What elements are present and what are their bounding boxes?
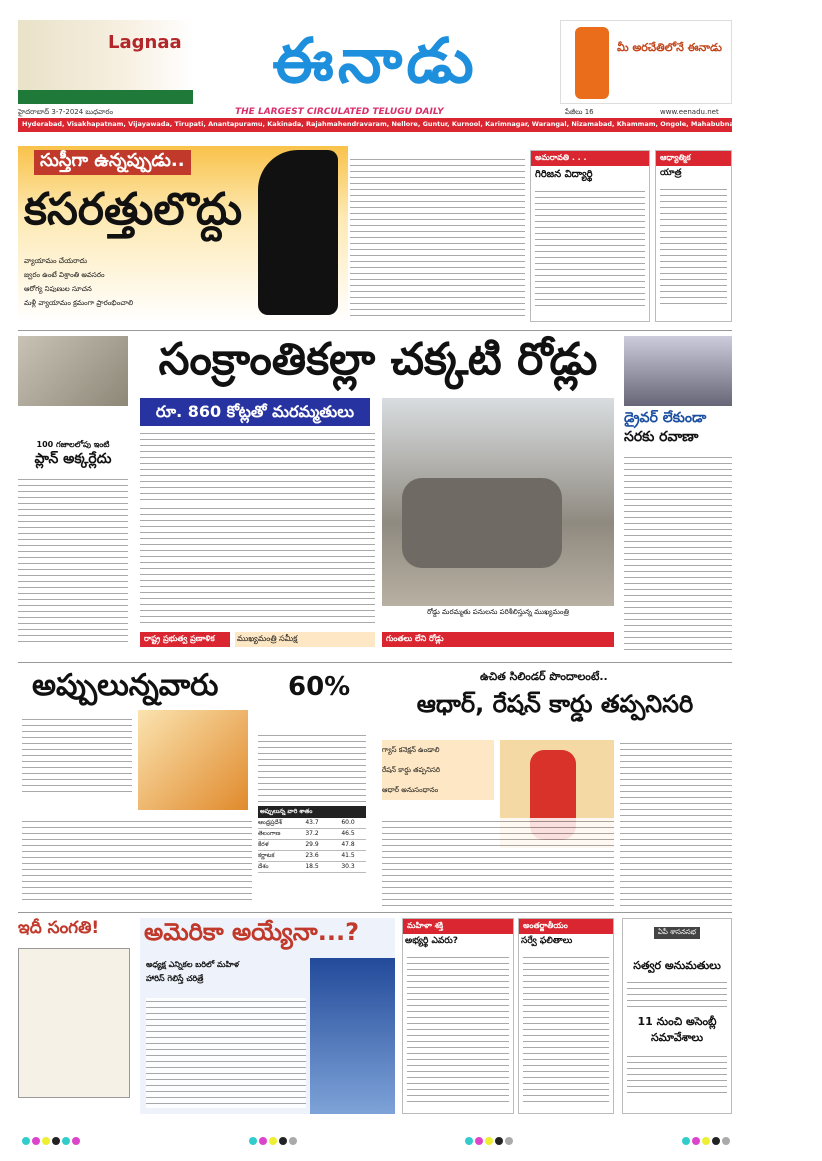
lead-link[interactable]: రాష్ట్ర ప్రభుత్వ ప్రణాళిక <box>140 632 230 647</box>
debt-table-row <box>258 851 366 862</box>
health-headline: కసరత్తులొద్దు <box>24 184 243 235</box>
right-ad[interactable] <box>560 20 732 104</box>
america-story[interactable] <box>140 918 395 1114</box>
debt-table-cell: 30.3 <box>341 863 355 870</box>
america-bullet: హారిస్ గెలిస్తే చరిత్రే <box>146 974 204 983</box>
assembly-kicker: ఏపీ శాసనసభ <box>654 927 700 939</box>
lead-subhead: రూ. 860 కోట్లతో మరమ్మతులు <box>140 398 370 426</box>
debt-table-title: అప్పులున్న వారి శాతం <box>258 806 366 818</box>
cylinder-bullet: గ్యాస్ కనెక్షన్ ఉండాలి <box>382 746 440 754</box>
lead-photo-road-roller <box>382 398 614 606</box>
lead-body <box>140 505 375 623</box>
health-bullet: వ్యాయామం చేయరాదు <box>24 257 87 265</box>
debt-percent: 60% <box>288 672 351 702</box>
side-story-kicker: అమరావతి . . . <box>531 151 649 166</box>
lead-headline[interactable]: సంక్రాంతికల్లా చక్కటి రోడ్లు <box>158 334 598 385</box>
debt-table-cell: 60.0 <box>341 819 355 826</box>
cylinder-bullets <box>382 740 494 800</box>
health-bullet: ఆరోగ్య నిపుణుల సూచన <box>24 285 92 293</box>
debt-table-cell: దేశం <box>258 863 269 870</box>
right-story-headline-2: సరకు రవాణా <box>624 429 699 445</box>
registration-marks <box>22 1130 732 1149</box>
right-story-photo <box>624 336 732 406</box>
health-kicker: సుస్తీగా ఉన్నప్పుడు.. <box>34 150 191 175</box>
debt-table-cell: ఆంధ్రప్రదేశ్ <box>258 819 282 826</box>
debt-story[interactable] <box>18 668 368 908</box>
side-story[interactable] <box>655 150 732 322</box>
lead-caption: రోడ్డు మరమ్మతు పనులను పరిశీలిస్తున్న ముఖ్యమంత్రి <box>427 608 569 616</box>
health-bullet: జ్వరం ఉంటే విశ్రాంతి అవసరం <box>24 271 105 279</box>
america-photo <box>310 958 395 1114</box>
debt-table-row <box>258 862 366 873</box>
small-box[interactable] <box>402 918 514 1114</box>
masthead-logo: ఈనాడు <box>272 24 478 97</box>
debt-table-cell: 18.5 <box>305 863 319 870</box>
lead-link[interactable]: గుంతలు లేని రోడ్లు <box>382 632 614 647</box>
small-box-headline: సర్వే ఫలితాలు <box>521 936 573 946</box>
health-feature[interactable] <box>18 146 348 322</box>
right-story-headline-1: డ్రైవర్ లేకుండా <box>624 410 707 426</box>
debt-table-row <box>258 829 366 840</box>
tagline: THE LARGEST CIRCULATED TELUGU DAILY <box>235 107 444 117</box>
debt-table-cell: 43.7 <box>305 819 319 826</box>
cylinder-body-right <box>620 740 732 906</box>
cylinder-headline[interactable]: ఆధార్, రేషన్ కార్డు తప్పనిసరి <box>416 690 694 718</box>
left-story-kicker: 100 గజాలలోపు ఇంటి <box>36 440 110 449</box>
side-story-kicker: ఆధ్యాత్మిక <box>656 151 731 166</box>
cylinder-bullet: రేషన్ కార్డు తప్పనిసరి <box>382 766 441 774</box>
lead-summary <box>140 430 375 500</box>
cylinder-kicker: ఉచిత సిలిండర్ పొందాలంటే.. <box>480 670 608 683</box>
cylinder-bullet: ఆధార్ అనుసంధానం <box>382 786 439 794</box>
editions-bar: Hyderabad, Visakhapatnam, Vijayawada, Tirupati, Anantapuramu, Kakinada, Rajahmahendravaram, Nellore, Guntur, Kurnool, Karimnagar, Warangal, Nizamabad, Khammam, Ongole, Mahabubnagar, Chennai, Bengaluru <box>18 118 732 132</box>
debt-table-cell: 23.6 <box>305 852 319 859</box>
left-story-photo <box>18 336 128 406</box>
right-story[interactable] <box>624 410 732 654</box>
lead-link[interactable]: ముఖ్యమంత్రి సమీక్ష <box>235 632 375 647</box>
assembly-teaser: సత్వర అనుమతులు <box>633 959 721 972</box>
assembly-headline: 11 నుంచి అసెంబ్లీ సమావేశాలు <box>637 1015 717 1044</box>
assembly-story[interactable] <box>622 918 732 1114</box>
left-ad-brand: Lagnaa <box>108 32 182 53</box>
america-headline: అమెరికా అయ్యేనా...? <box>144 918 359 946</box>
america-bullet: అధ్యక్ష ఎన్నికల బరిలో మహిళ <box>146 960 240 969</box>
health-bullet: మళ్లీ వ్యాయామం క్రమంగా ప్రారంభించాలి <box>24 299 134 307</box>
small-box-kicker: మహిళా శక్తి <box>403 919 513 934</box>
small-box-headline: అభ్యర్థి ఎవరు? <box>405 936 458 946</box>
debt-illustration <box>138 710 248 810</box>
debt-headline: అప్పులున్నవారు <box>32 668 219 703</box>
small-box[interactable] <box>518 918 614 1114</box>
left-ad[interactable] <box>18 20 193 104</box>
website-link[interactable]: www.eenadu.net <box>660 108 719 116</box>
debt-table-cell: కర్ణాటక <box>258 852 275 859</box>
debt-table-cell: 47.8 <box>341 841 355 848</box>
side-story-headline: గిరిజన విద్యార్థి <box>535 169 593 180</box>
side-story[interactable] <box>530 150 650 322</box>
dateline: హైదరాబాద్ 3-7-2024 బుధవారం <box>18 108 114 116</box>
small-box-kicker: అంతర్జాతీయం <box>519 919 613 934</box>
left-story-headline: ప్లాన్ అక్కర్లేదు <box>34 451 112 467</box>
debt-table-row <box>258 840 366 851</box>
pages: పేజీలు 16 <box>565 108 594 116</box>
debt-table-row <box>258 818 366 829</box>
debt-table-cell: 29.9 <box>305 841 319 848</box>
left-story[interactable] <box>18 440 128 646</box>
debt-table-cell: 41.5 <box>341 852 355 859</box>
debt-table-cell: కేరళ <box>258 841 269 848</box>
debt-table-cell: తెలంగాణ <box>258 830 281 837</box>
cartoon-title: ఇదీ సంగతి! <box>18 918 100 938</box>
right-ad-text: మీ అరచేతిలోనే ఈనాడు <box>617 41 722 54</box>
debt-table-cell: 37.2 <box>305 830 319 837</box>
cylinder-body <box>382 818 614 906</box>
debt-table <box>258 806 366 873</box>
health-body <box>350 156 525 316</box>
side-story-headline: యాత్ర <box>660 168 682 178</box>
cartoon[interactable] <box>18 918 130 1114</box>
debt-table-cell: 46.5 <box>341 830 355 837</box>
